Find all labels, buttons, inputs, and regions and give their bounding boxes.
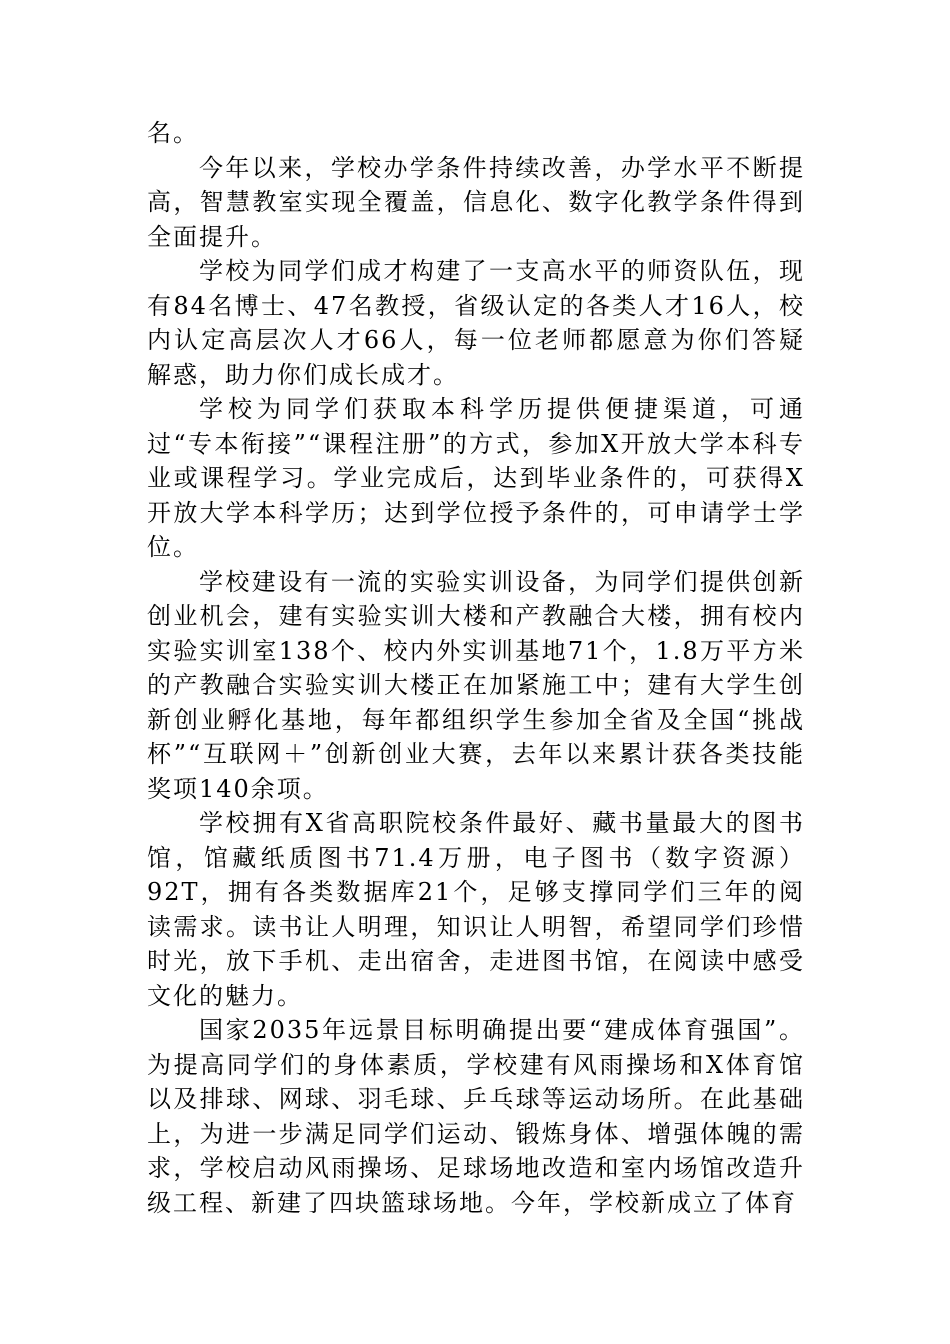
paragraph-bachelor-pathway: 学校为同学们获取本科学历提供便捷渠道，可通过“专本衔接”“课程注册”的方式，参加X开放大学本科专业或课程学习。学业完成后，达到毕业条件的，可获得X开放大学本科学历；达到学位授予条件的，可申请学士学位。	[147, 395, 805, 561]
paragraph-school-conditions: 今年以来，学校办学条件持续改善，办学水平不断提高，智慧教室实现全覆盖，信息化、数字化教学条件得到全面提升。	[147, 153, 805, 251]
paragraph-library: 学校拥有X省高职院校条件最好、藏书量最大的图书馆，馆藏纸质图书71.4万册，电子图书（数字资源）92T，拥有各类数据库21个，足够支撑同学们三年的阅读需求。读书让人明理，知识让人明智，希望同学们珍惜时光，放下手机、走出宿舍，走进图书馆，在阅读中感受文化的魅力。	[147, 809, 805, 1010]
paragraph-faculty: 学校为同学们成才构建了一支高水平的师资队伍，现有84名博士、47名教授，省级认定的各类人才16人，校内认定高层次人才66人，每一位老师都愿意为你们答疑解惑，助力你们成长成才。	[147, 257, 805, 389]
paragraph-continuation: 名。	[147, 119, 199, 147]
paragraph-training-facilities: 学校建设有一流的实验实训设备，为同学们提供创新创业机会，建有实验实训大楼和产教融合大楼，拥有校内实验实训室138个、校内外实训基地71个，1.8万平方米的产教融合实验实训大楼正在加紧施工中；建有大学生创新创业孵化基地，每年都组织学生参加全省及全国“挑战杯”“互联网＋”创新创业大赛，去年以来累计获各类技能奖项140余项。	[147, 567, 805, 803]
document-body	[147, 116, 805, 1220]
paragraph-sports: 国家2035年远景目标明确提出要“建成体育强国”。为提高同学们的身体素质，学校建有风雨操场和X体育馆以及排球、网球、羽毛球、乒乓球等运动场所。在此基础上，为进一步满足同学们运动、锻炼身体、增强体魄的需求，学校启动风雨操场、足球场地改造和室内场馆改造升级工程、新建了四块篮球场地。今年，学校新成立了体育	[147, 1016, 805, 1217]
